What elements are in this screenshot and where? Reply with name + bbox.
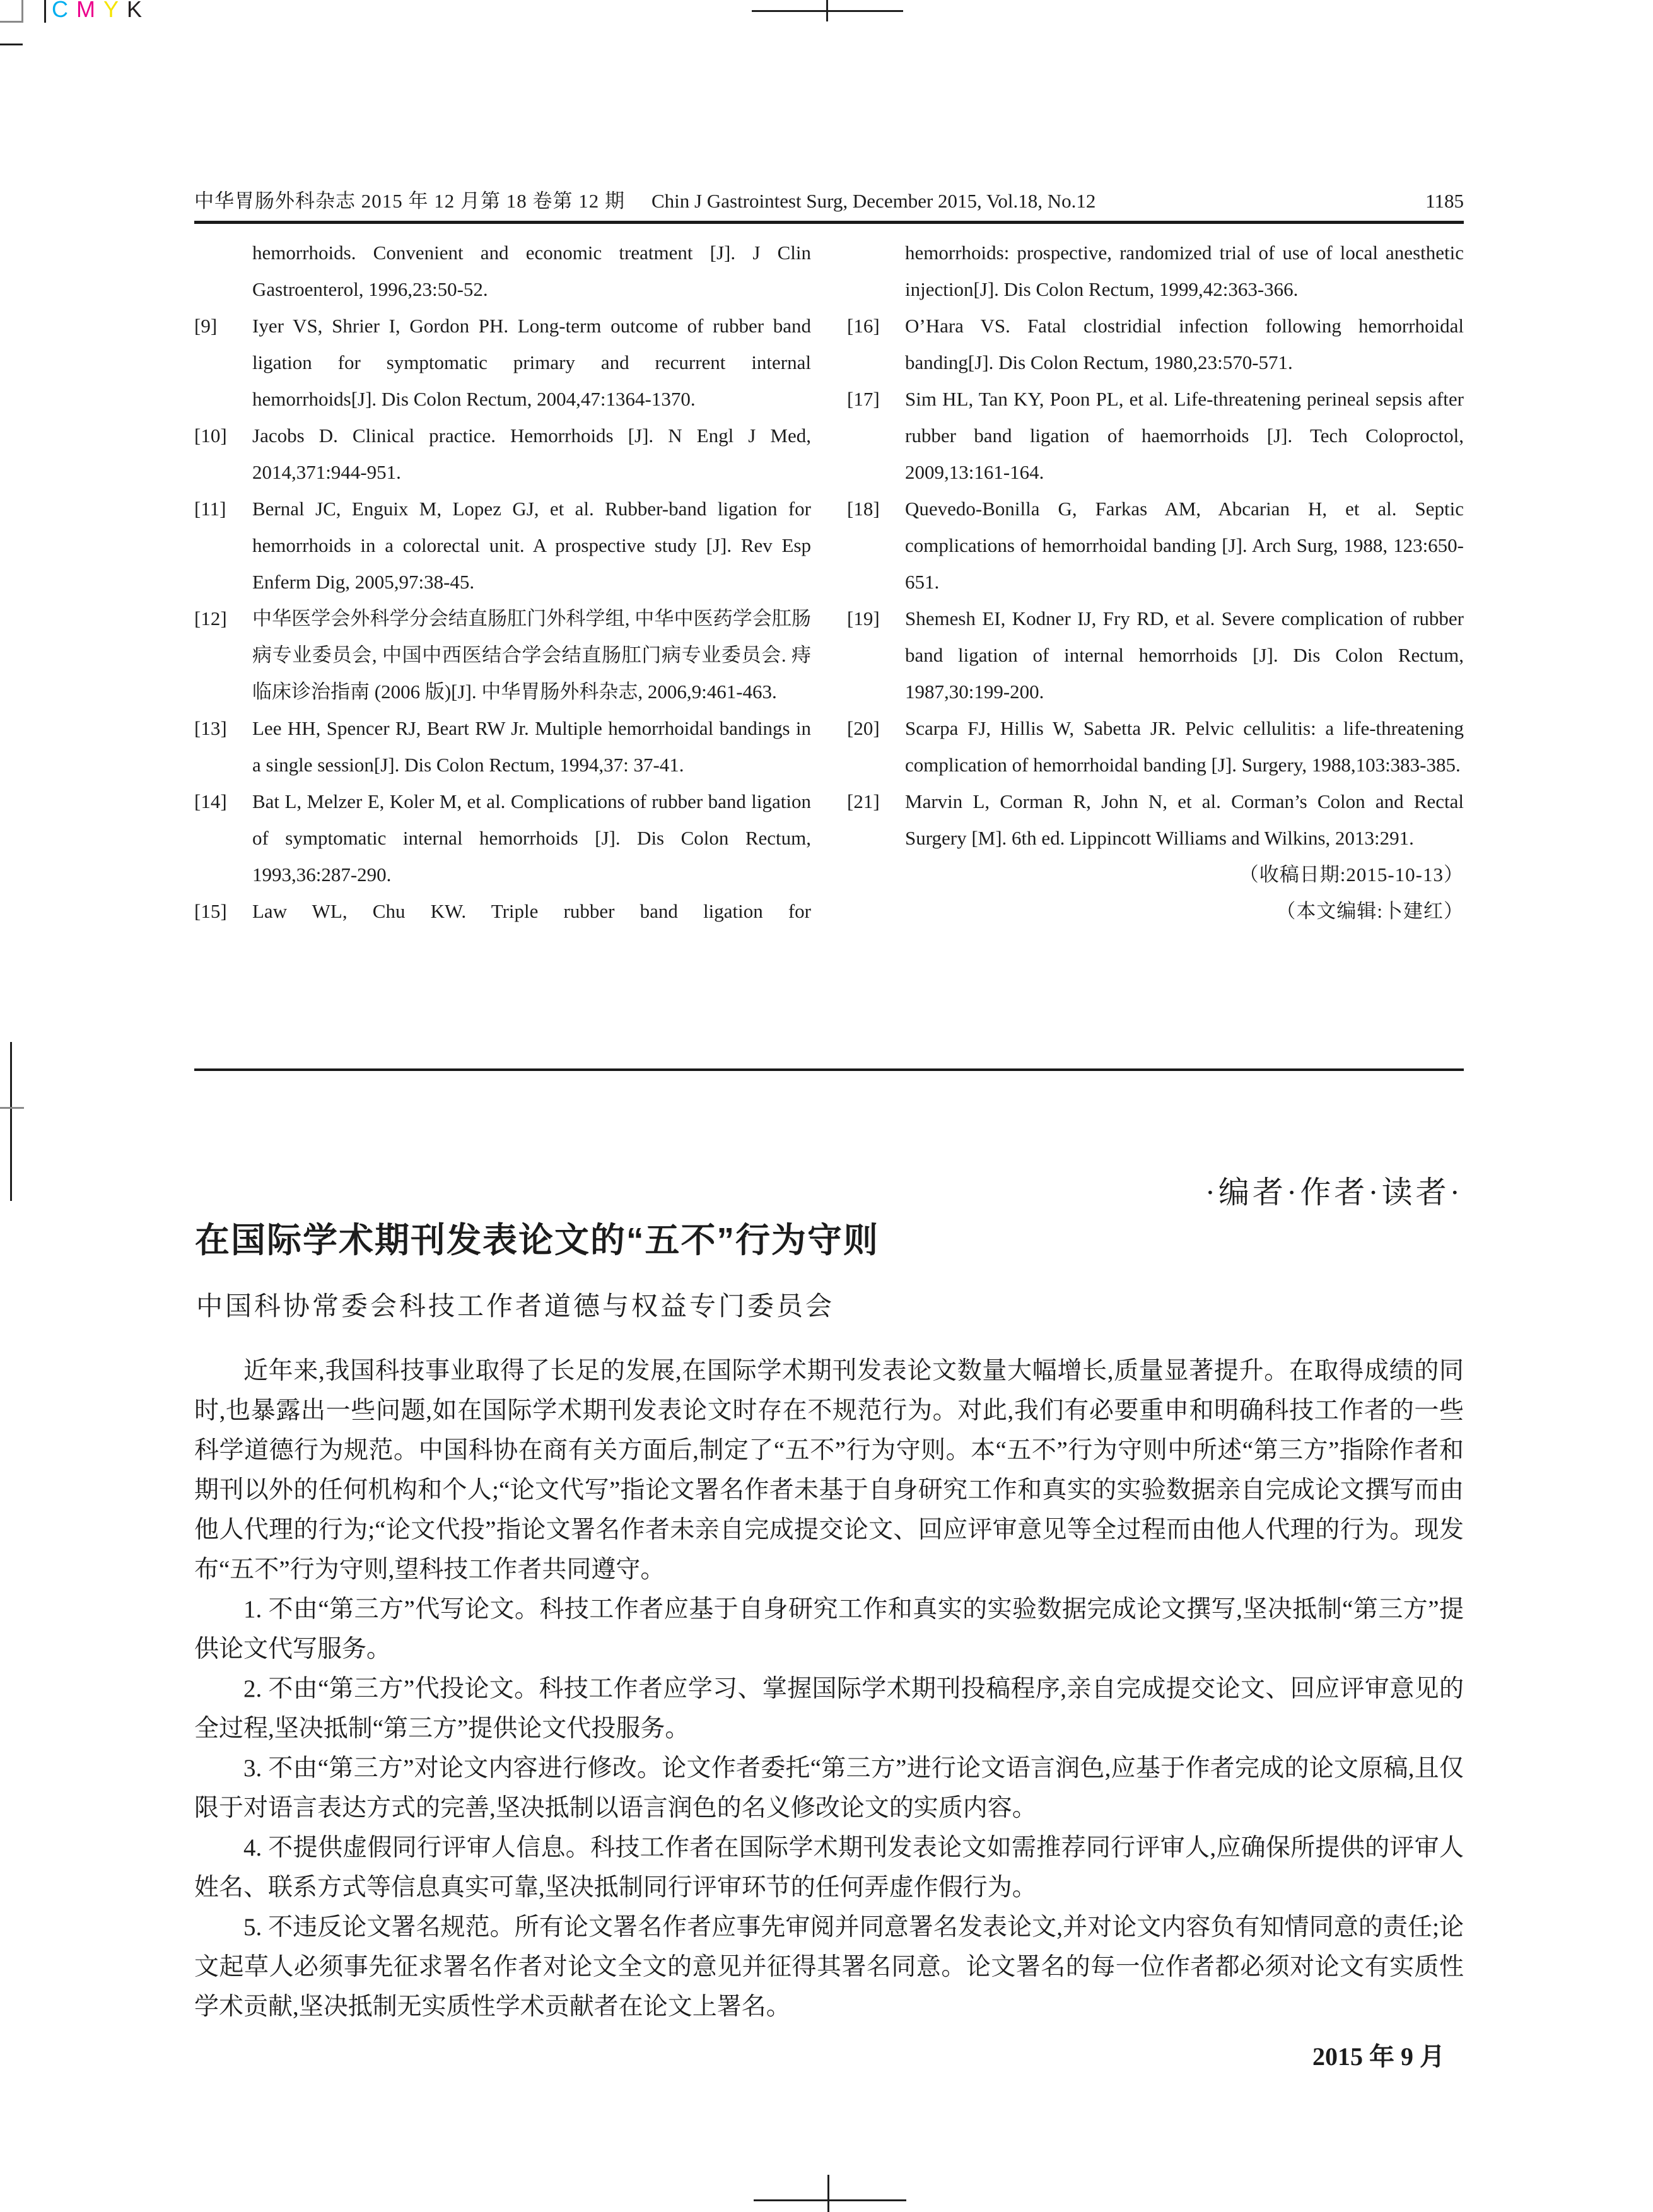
reference-text: Jacobs D. Clinical practice. Hemorrhoids [J]. N Engl J Med, 2014,371:944-951. xyxy=(252,424,811,483)
article-author: 中国科协常委会科技工作者道德与权益专门委员会 xyxy=(196,1292,835,1321)
bottom-registration-cross-vertical xyxy=(827,2175,829,2212)
reference-number: [9] xyxy=(194,315,218,337)
reference-item xyxy=(194,491,811,600)
cmyk-letter-c: C xyxy=(52,0,76,22)
references-section xyxy=(194,235,1464,930)
references-right-column xyxy=(847,235,1464,930)
body-paragraph: 近年来,我国科技事业取得了长足的发展,在国际学术期刊发表论文数量大幅增长,质量显著提升。在取得成绩的同时,也暴露出一些问题,如在国际学术期刊发表论文时存在不规范行为。对此,我们有必要重申和明确科技工作者的一些科学道德行为规范。中国科协在商有关方面后,制定了“五不”行为守则。本“五不”行为守则中所述“第三方”指除作者和期刊以外的任何机构和个人;“论文代写”指论文署名作者未基于自身研究工作和真实的实验数据亲自完成论文撰写而由他人代理的行为;“论文代投”指论文署名作者未亲自完成提交论文、回应评审意见等全过程而由他人代理的行为。现发布“五不”行为守则,望科技工作者共同遵守。 xyxy=(194,1357,1464,1583)
bottom-registration-cross-horizontal xyxy=(754,2199,906,2201)
reference-item xyxy=(847,710,1464,783)
reference-text: Bat L, Melzer E, Koler M, et al. Complications of rubber band ligation of symptomatic internal hemorrhoids [J]. Dis Colon Rectum, 1993,36:287-290. xyxy=(252,790,811,886)
body-paragraph: 1. 不由“第三方”代写论文。科技工作者应基于自身研究工作和真实的实验数据完成论文撰写,坚决抵制“第三方”提供论文代写服务。 xyxy=(194,1596,1464,1663)
reference-text: Shemesh EI, Kodner IJ, Fry RD, et al. Severe complication of rubber band ligation of internal hemorrhoids [J]. Dis Colon Rectum, 1987,30:199-200. xyxy=(905,607,1464,703)
cmyk-letter-m: M xyxy=(76,0,103,22)
reference-item xyxy=(847,308,1464,381)
page-number: 1185 xyxy=(1425,190,1464,212)
reference-number: [20] xyxy=(847,717,880,739)
reference-item xyxy=(847,235,1464,308)
editor-note: （本文编辑:卜建红） xyxy=(1276,900,1464,922)
article-body xyxy=(194,1351,1464,2076)
reference-number: [21] xyxy=(847,790,880,812)
reference-item xyxy=(194,710,811,783)
reference-text: Lee HH, Spencer RJ, Beart RW Jr. Multiple hemorrhoidal bandings in a single session[J]. Dis Colon Rectum, 1994,37: 37-41. xyxy=(252,717,811,776)
left-registration-cross-vertical xyxy=(10,1042,12,1201)
reference-number: [15] xyxy=(194,900,227,922)
body-paragraph: 5. 不违反论文署名规范。所有论文署名作者应事先审阅并同意署名发表论文,并对论文内容负有知情同意的责任;论文起草人必须事先征求署名作者对论文全文的意见并征得其署名同意。论文署名的每一位作者都必须对论文有实质性学术贡献,坚决抵制无实质性学术贡献者在论文上署名。 xyxy=(194,1914,1464,2020)
left-registration-cross-horizontal xyxy=(0,1107,24,1109)
reference-text: hemorrhoids. Convenient and economic treatment [J]. J Clin Gastroenterol, 1996,23:50-52. xyxy=(252,242,811,300)
reference-item xyxy=(847,381,1464,491)
reference-item xyxy=(847,491,1464,600)
cmyk-letter-y: Y xyxy=(103,0,127,22)
reference-number: [13] xyxy=(194,717,227,739)
journal-title-en: Chin J Gastrointest Surg, December 2015, Vol.18, No.12 xyxy=(651,190,1096,212)
reference-number: [10] xyxy=(194,424,227,447)
article-date: 2015 年 9 月 xyxy=(1312,2042,1445,2071)
reference-item xyxy=(194,893,811,930)
cmyk-letter-k: K xyxy=(127,0,151,22)
cmyk-color-bar xyxy=(52,0,150,23)
corner-crop-mark-vertical xyxy=(21,0,23,22)
reference-text: Quevedo-Bonilla G, Farkas AM, Abcarian H, et al. Septic complications of hemorrhoidal banding [J]. Arch Surg, 1988, 123:650-651. xyxy=(905,498,1464,593)
reference-text: Law WL, Chu KW. Triple rubber band ligation for xyxy=(252,900,811,922)
corner-crop-mark-horizontal xyxy=(0,21,23,23)
reference-number: [16] xyxy=(847,315,880,337)
reference-text: Iyer VS, Shrier I, Gordon PH. Long-term outcome of rubber band ligation for symptomatic primary and recurrent internal hemorrhoids[J]. Dis Colon Rectum, 2004,47:1364-1370. xyxy=(252,315,811,410)
received-date: （收稿日期:2015-10-13） xyxy=(1239,863,1464,886)
references-left-column xyxy=(194,235,811,930)
body-paragraph: 3. 不由“第三方”对论文内容进行修改。论文作者委托“第三方”进行论文语言润色,应基于作者完成的论文原稿,且仅限于对语言表达方式的完善,坚决抵制以语言润色的名义修改论文的实质内容。 xyxy=(194,1755,1464,1822)
reference-number: [11] xyxy=(194,498,226,520)
reference-item xyxy=(194,783,811,893)
section-divider xyxy=(194,1068,1464,1071)
reference-text: O’Hara VS. Fatal clostridial infection following hemorrhoidal banding[J]. Dis Colon Rectum, 1980,23:570-571. xyxy=(905,315,1464,373)
body-paragraph: 2. 不由“第三方”代投论文。科技工作者应学习、掌握国际学术期刊投稿程序,亲自完成提交论文、回应评审意见的全过程,坚决抵制“第三方”提供论文代投服务。 xyxy=(194,1675,1464,1742)
reference-number: [17] xyxy=(847,388,880,410)
reference-item xyxy=(194,600,811,710)
reference-text: Sim HL, Tan KY, Poon PL, et al. Life-threatening perineal sepsis after rubber band ligation of haemorrhoids [J]. Tech Coloproctol, 2009,13:161-164. xyxy=(905,388,1464,483)
top-left-crop-line xyxy=(44,0,46,23)
top-registration-cross-vertical xyxy=(826,0,828,21)
reference-number: [14] xyxy=(194,790,227,812)
reference-item xyxy=(194,308,811,418)
reference-text: hemorrhoids: prospective, randomized trial of use of local anesthetic injection[J]. Dis Colon Rectum, 1999,42:363-366. xyxy=(905,242,1464,300)
reference-text: 中华医学会外科学分会结直肠肛门外科学组, 中华中医药学会肛肠病专业委员会, 中国中西医结合学会结直肠肛门病专业委员会. 痔临床诊治指南 (2006 版)[J]. 中华胃肠外科杂志, 2006,9:461-463. xyxy=(252,607,811,703)
reference-number: [19] xyxy=(847,607,880,629)
article-title: 在国际学术期刊发表论文的“五不”行为守则 xyxy=(195,1220,880,1260)
reference-text: Scarpa FJ, Hillis W, Sabetta JR. Pelvic cellulitis: a life-threatening complication of hemorrhoidal banding [J]. Surgery, 1988,103:383-385. xyxy=(905,717,1464,776)
reference-text: Marvin L, Corman R, John N, et al. Corman’s Colon and Rectal Surgery [M]. 6th ed. Lippincott Williams and Wilkins, 2013:291. xyxy=(905,790,1464,849)
reference-number: [18] xyxy=(847,498,880,520)
body-paragraph: 4. 不提供虚假同行评审人信息。科技工作者在国际学术期刊发表论文如需推荐同行评审人,应确保所提供的评审人姓名、联系方式等信息真实可靠,坚决抵制同行评审环节的任何弄虚作假行为。 xyxy=(194,1834,1464,1901)
left-crop-tick xyxy=(0,44,23,45)
reference-item xyxy=(847,600,1464,710)
running-head xyxy=(194,185,1464,224)
reference-item xyxy=(194,235,811,308)
column-heading: ·编者·作者·读者· xyxy=(1205,1175,1463,1210)
reference-text: Bernal JC, Enguix M, Lopez GJ, et al. Rubber-band ligation for hemorrhoids in a colorectal unit. A prospective study [J]. Rev Esp Enferm Dig, 2005,97:38-45. xyxy=(252,498,811,593)
journal-title-zh: 中华胃肠外科杂志 2015 年 12 月第 18 卷第 12 期 xyxy=(194,190,625,212)
reference-number: [12] xyxy=(194,607,227,629)
reference-item xyxy=(194,418,811,491)
reference-item xyxy=(847,783,1464,857)
